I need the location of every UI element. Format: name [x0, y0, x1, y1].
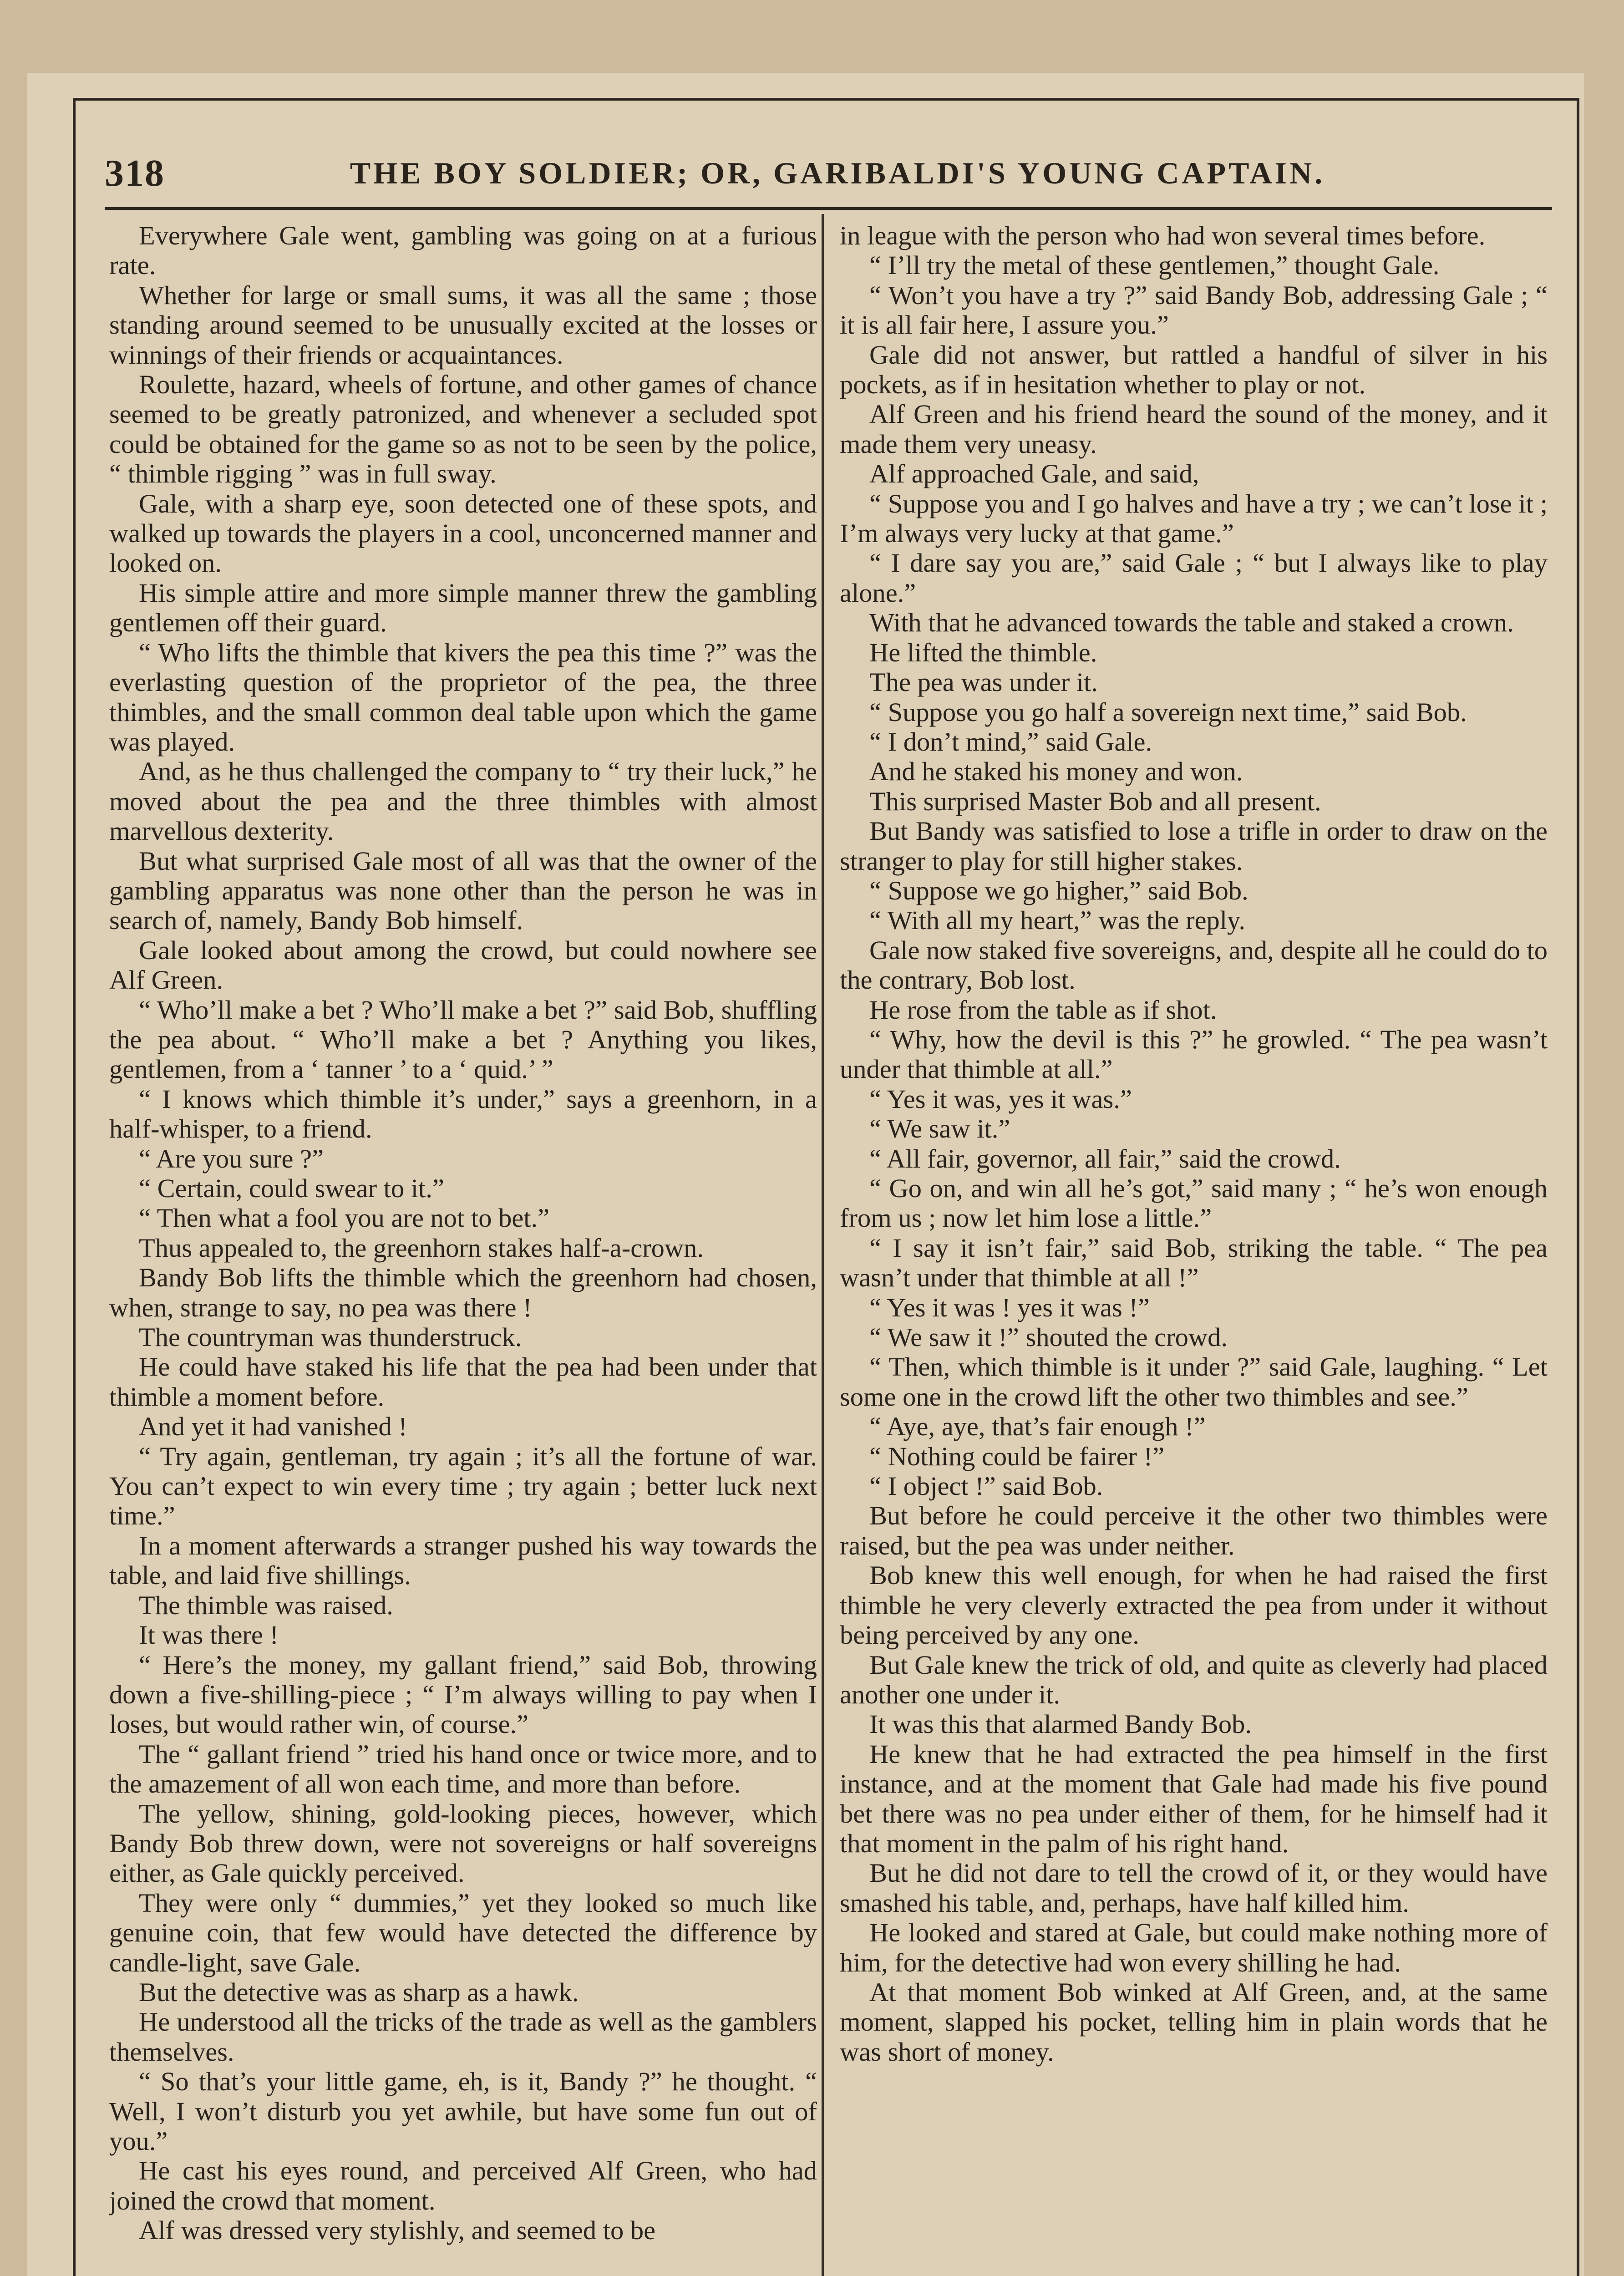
- paragraph: “ Why, how the devil is this ?” he growled. “ The pea wasn’t under that thimble at all.”: [840, 1024, 1548, 1084]
- paragraph: The yellow, shining, gold-looking pieces, however, which Bandy Bob threw down, were not sovereigns or half sovereigns either, as Gale quickly perceived.: [109, 1798, 817, 1888]
- paragraph: Everywhere Gale went, gambling was going on at a furious rate.: [109, 221, 817, 280]
- paragraph: And he staked his money and won.: [869, 757, 1243, 787]
- paragraph: He could have staked his life that the pea had been under that thimble a moment before.: [109, 1352, 817, 1412]
- paragraph: But Gale knew the trick of old, and quite as cleverly had placed another one under it.: [840, 1650, 1548, 1709]
- paragraph: Gale did not answer, but rattled a handful of silver in his pockets, as if in hesitation whether to play or not.: [840, 340, 1548, 400]
- paragraph: In a moment afterwards a stranger pushed his way towards the table, and laid five shillings.: [109, 1530, 817, 1590]
- paragraph: And, as he thus challenged the company to “ try their luck,” he moved about the pea and the three thimbles with almost marvellous dexterity.: [109, 757, 817, 846]
- paragraph: The countryman was thunderstruck.: [139, 1322, 522, 1352]
- paragraph: “ Go on, and win all he’s got,” said many ; “ he’s won enough from us ; now let him lose a little.”: [840, 1174, 1548, 1233]
- paragraph: “ Certain, could swear to it.”: [139, 1174, 444, 1203]
- paragraph: But before he could perceive it the other two thimbles were raised, but the pea was under neither.: [840, 1501, 1548, 1560]
- paragraph: “ Then, which thimble is it under ?” said Gale, laughing. “ Let some one in the crowd lift the other two thimbles and see.”: [840, 1352, 1548, 1412]
- paragraph: “ Won’t you have a try ?” said Bandy Bob, addressing Gale ; “ it is all fair here, I assure you.”: [840, 280, 1548, 340]
- paragraph: “ I’ll try the metal of these gentlemen,” thought Gale.: [869, 250, 1440, 280]
- paragraph: Gale now staked five sovereigns, and, despite all he could do to the contrary, Bob lost.: [840, 935, 1548, 995]
- paragraph: Whether for large or small sums, it was all the same ; those standing around seemed to be unusually excited at the losses or winnings of their friends or acquaintances.: [109, 280, 817, 370]
- paragraph: “ We saw it !” shouted the crowd.: [869, 1322, 1228, 1352]
- paragraph: “ Suppose we go higher,” said Bob.: [869, 875, 1248, 905]
- paragraph: Alf was dressed very stylishly, and seemed to be: [139, 2215, 656, 2246]
- paragraph: “ All fair, governor, all fair,” said the crowd.: [869, 1143, 1341, 1174]
- paragraph: The thimble was raised.: [139, 1590, 393, 1620]
- paragraph: The “ gallant friend ” tried his hand once or twice more, and to the amazement of all won each time, and more than before.: [109, 1739, 817, 1799]
- paragraph: Gale looked about among the crowd, but could nowhere see Alf Green.: [109, 935, 817, 995]
- paragraph: Bandy Bob lifts the thimble which the greenhorn had chosen, when, strange to say, no pea was there !: [109, 1263, 817, 1322]
- paragraph: “ We saw it.”: [869, 1114, 1010, 1144]
- paragraph: He cast his eyes round, and perceived Alf Green, who had joined the crowd that moment.: [109, 2156, 817, 2215]
- paragraph: “ So that’s your little game, eh, is it, Bandy ?” he thought. “ Well, I won’t disturb you yet awhile, but have some fun out of you.”: [109, 2067, 817, 2156]
- paragraph: “ Are you sure ?”: [139, 1143, 324, 1174]
- paragraph: “ Who lifts the thimble that kivers the pea this time ?” was the everlasting question of the proprietor of the pea, the three thimbles, and the small common deal table upon which the game was played.: [109, 637, 817, 757]
- paragraph: “ Aye, aye, that’s fair enough !”: [869, 1412, 1206, 1442]
- paragraph: “ Yes it was, yes it was.”: [869, 1084, 1132, 1114]
- paragraph: “ Yes it was ! yes it was !”: [869, 1292, 1150, 1322]
- paragraph: And yet it had vanished !: [139, 1412, 407, 1442]
- paragraph: “ I say it isn’t fair,” said Bob, striking the table. “ The pea wasn’t under that thimble at all !”: [840, 1233, 1548, 1293]
- paragraph: His simple attire and more simple manner threw the gambling gentlemen off their guard.: [109, 578, 817, 638]
- paragraph: “ I dare say you are,” said Gale ; “ but I always like to play alone.”: [840, 548, 1548, 608]
- paragraph: “ With all my heart,” was the reply.: [869, 905, 1246, 935]
- paragraph: They were only “ dummies,” yet they looked so much like genuine coin, that few would have detected the difference by candle-light, save Gale.: [109, 1888, 817, 1977]
- running-title: THE BOY SOLDIER; OR, GARIBALDI'S YOUNG CAPTAIN.: [350, 155, 1325, 190]
- paragraph: It was this that alarmed Bandy Bob.: [869, 1709, 1252, 1739]
- paragraph: “ Suppose you go half a sovereign next time,” said Bob.: [869, 697, 1467, 727]
- paragraph: But he did not dare to tell the crowd of it, or they would have smashed his table, and, perhaps, have half killed him.: [840, 1858, 1548, 1918]
- paragraph: But the detective was as sharp as a hawk.: [139, 1977, 579, 2007]
- paragraph: “ Suppose you and I go halves and have a try ; we can’t lose it ; I’m always very lucky at that game.”: [840, 488, 1548, 549]
- paragraph: “ I knows which thimble it’s under,” says a greenhorn, in a half-whisper, to a friend.: [109, 1084, 817, 1144]
- paragraph: Roulette, hazard, wheels of fortune, and other games of chance seemed to be greatly patronized, and whenever a secluded spot could be obtained for the game so as not to be seen by the police, “ thimble rigging ” was in full sway.: [109, 370, 817, 489]
- paragraph: The pea was under it.: [869, 667, 1098, 697]
- paragraph: Gale, with a sharp eye, soon detected one of these spots, and walked up towards the players in a cool, unconcerned manner and looked on.: [109, 488, 817, 578]
- paragraph: Thus appealed to, the greenhorn stakes half-a-crown.: [139, 1233, 704, 1263]
- paragraph: He looked and stared at Gale, but could make nothing more of him, for the detective had won every shilling he had.: [840, 1918, 1548, 1977]
- paragraph: It was there !: [139, 1620, 279, 1650]
- paragraph: But what surprised Gale most of all was that the owner of the gambling apparatus was none other than the person he was in search of, namely, Bandy Bob himself.: [109, 846, 817, 935]
- right-column: [840, 221, 1548, 2276]
- paragraph: “ Then what a fool you are not to bet.”: [139, 1203, 550, 1233]
- paragraph: “ Try again, gentleman, try again ; it’s all the fortune of war. You can’t expect to win every time ; try again ; better luck next time.”: [109, 1441, 817, 1531]
- paragraph: At that moment Bob winked at Alf Green, and, at the same moment, slapped his pocket, telling him in plain words that he was short of money.: [840, 1977, 1548, 2067]
- paragraph: in league with the person who had won several times before.: [840, 221, 1486, 250]
- paragraph: Alf approached Gale, and said,: [869, 459, 1199, 489]
- paragraph: “ I object !” said Bob.: [869, 1471, 1103, 1501]
- paragraph: “ Nothing could be fairer !”: [869, 1441, 1165, 1471]
- left-column: [109, 221, 817, 2276]
- page-header: [105, 146, 1552, 200]
- paragraph: But Bandy was satisfied to lose a trifle in order to draw on the stranger to play for still higher stakes.: [840, 816, 1548, 876]
- header-rule: [105, 207, 1552, 210]
- paragraph: He understood all the tricks of the trade as well as the gamblers themselves.: [109, 2007, 817, 2067]
- paragraph: Bob knew this well enough, for when he had raised the first thimble he very cleverly extracted the pea from under it without being perceived by any one.: [840, 1560, 1548, 1650]
- paragraph: He knew that he had extracted the pea himself in the first instance, and at the moment that Gale had made his five pound bet there was no pea under either of them, for he himself had it that moment in the palm of his right hand.: [840, 1739, 1548, 1858]
- paragraph: “ Who’ll make a bet ? Who’ll make a bet ?” said Bob, shuffling the pea about. “ Who’ll make a bet ? Anything you likes, gentlemen, from a ‘ tanner ’ to a ‘ quid.’ ”: [109, 995, 817, 1084]
- paragraph: “ I don’t mind,” said Gale.: [869, 726, 1152, 757]
- page-number: 318: [105, 152, 165, 194]
- paragraph: Alf Green and his friend heard the sound of the money, and it made them very uneasy.: [840, 399, 1548, 459]
- column-divider: [822, 214, 824, 2276]
- paragraph: He lifted the thimble.: [869, 637, 1097, 667]
- paragraph: “ Here’s the money, my gallant friend,” said Bob, throwing down a five-shilling-piece ; “ I’m always willing to pay when I loses, but would rather win, of course.”: [109, 1650, 817, 1739]
- paragraph: This surprised Master Bob and all present.: [869, 786, 1321, 816]
- paragraph: He rose from the table as if shot.: [869, 995, 1217, 1025]
- paragraph: With that he advanced towards the table and staked a crown.: [869, 608, 1514, 638]
